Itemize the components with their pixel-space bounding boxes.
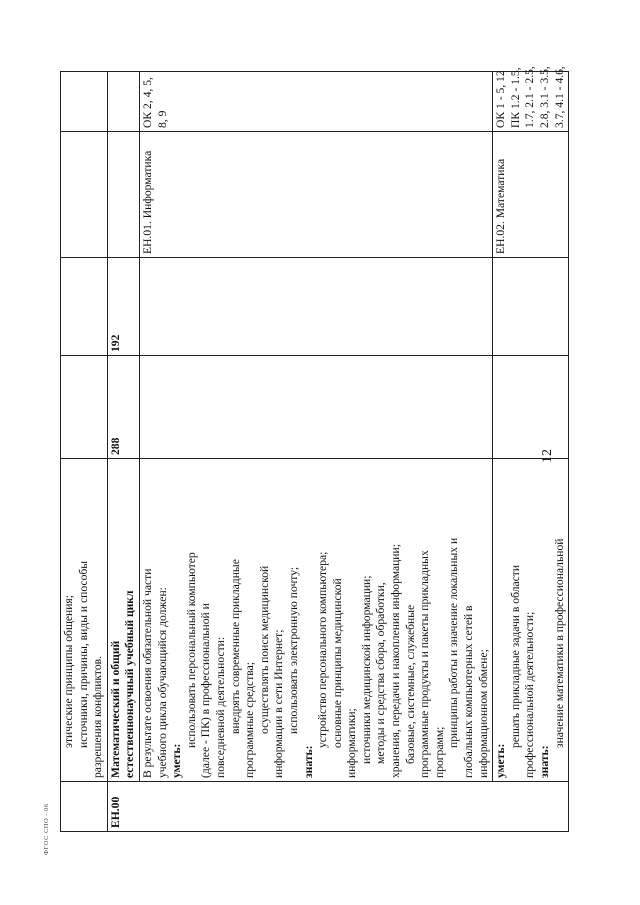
page-number: 12 [540,449,555,463]
obligatory-hours: 192 [107,258,139,356]
discipline-row-mathematics [493,72,569,832]
discipline-name: ЕН.01. Информатика [139,132,492,258]
text-line: профессиональной деятельности; [523,611,537,778]
text-line: решать прикладные задачи в области [508,564,522,748]
umet-label: уметь: [170,743,184,778]
znat-label: знать: [538,745,551,778]
text-line: программ; [432,726,446,778]
continued-code-cell [61,782,108,832]
requirements-cell [493,459,569,782]
text-line: устройство персонального компьютера; [316,551,330,748]
text-line: учебного цикла обучающийся должен: [155,587,169,778]
text-line: (далее - ПК) в профессиональной и [199,603,213,778]
text-line: разрешения конфликтов. [91,656,105,778]
text-line: этические принципы общения; [62,595,75,748]
text-line: информатики; [345,708,359,778]
text-line: использовать электронную почту; [286,566,300,734]
curriculum-grid [60,66,569,832]
text-line: источники, причины, виды и способы [76,560,90,748]
text-line: информационном обмене; [476,649,490,778]
text-line: информации в сети Интернет; [272,629,286,778]
text-line: программные продукты и пакеты прикладных [418,550,432,778]
umet-label: уметь: [494,743,508,778]
competencies [493,66,569,132]
text-line: осуществлять поиск медицинской [257,565,271,734]
section-title-line: Математический и общий [108,640,122,778]
text-line: внедрять современные прикладные [228,559,242,734]
text-line: глобальных компьютерных сетей в [462,605,476,778]
requirements-cell [139,459,492,782]
rotated-sheet [60,66,580,832]
curriculum-table [60,66,566,832]
text-line: источники медицинской информации; [359,575,373,764]
continued-text-cell [61,459,108,782]
text-line: повседневной деятельности: [213,636,227,778]
section-title-line: естественнонаучный учебный цикл [123,590,137,778]
text-line: принципы работы и значение локальных и [447,537,461,748]
footer-label: ФГОС СПО - 06 [43,803,50,855]
text-line: хранения, передачи и накопления информации; [389,544,403,778]
section-title [107,459,139,782]
text-line: основные принципы медицинской [330,578,344,748]
text-line: методы и средства сбора, обработки, [374,582,388,764]
text-line: В результате освоения обязательной части [140,568,154,778]
text-line: программные средства; [243,662,257,778]
text-line: базовые, системные, служебные [403,604,417,764]
section-code: ЕН.00 [107,782,568,832]
text-line: использовать персональный компьютер [184,552,198,748]
znat-label: знать: [301,745,315,778]
max-load-hours: 288 [107,356,139,459]
competencies: ОК 2, 4, 5, 8, 9 [139,72,492,132]
section-header-row [107,72,139,832]
competency-line: 1.7, 2.1 - 2.5, [523,66,537,128]
discipline-name: ЕН.02. Математика [493,132,569,258]
competency-line: 2.8, 3.1 - 3.5, [538,66,551,128]
continued-row [61,72,108,832]
text-line: значение математики в профессиональной [552,538,566,748]
competency-line: ПК 1.2 - 1.5, [508,67,522,128]
competency-line: ОК 1 - 5, 12 [494,70,508,128]
discipline-row-informatics [139,72,492,832]
competency-line: 3.7, 4.1 - 4.6, [552,66,566,128]
